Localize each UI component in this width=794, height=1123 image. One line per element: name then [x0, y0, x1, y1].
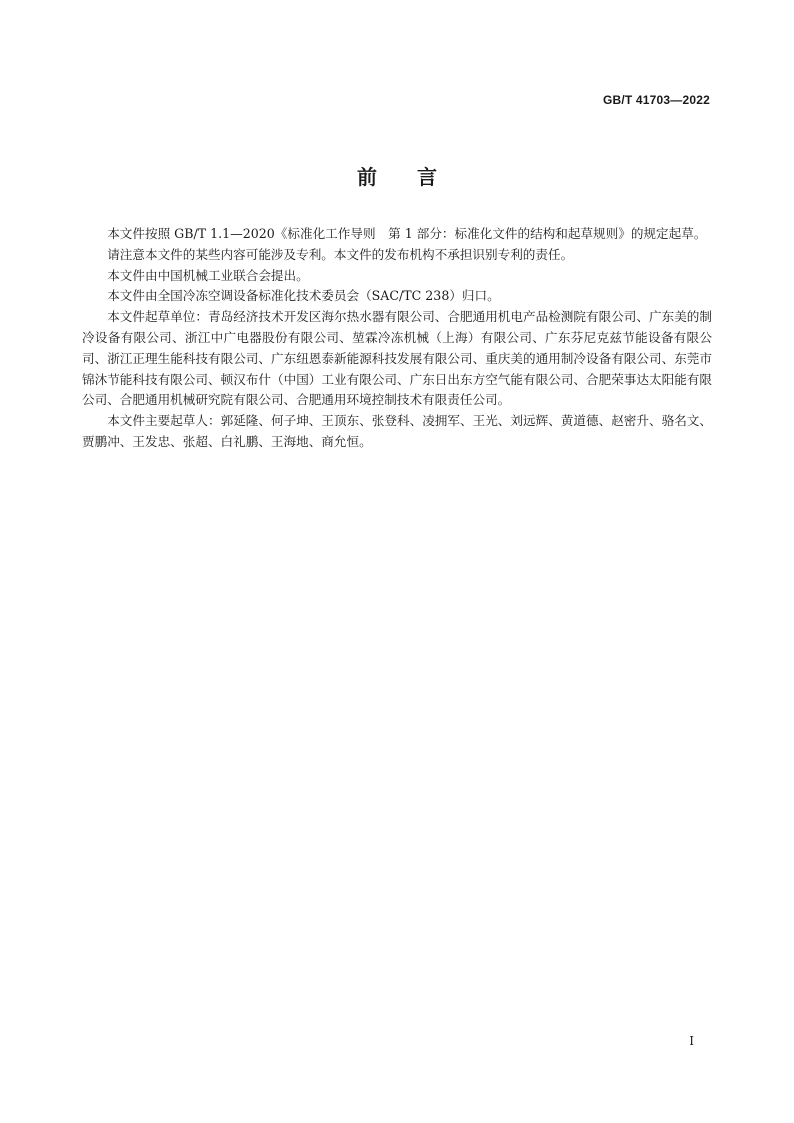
paragraph-committee: 本文件由全国冷冻空调设备标准化技术委员会（SAC/TC 238）归口。: [107, 288, 500, 304]
paragraph-drafting-units: 本文件起草单位：青岛经济技术开发区海尔热水器有限公司、合肥通用机电产品检测院有限公司、广东美的制冷设备有限公司、浙江中广电器股份有限公司、堃霖冷冻机械（上海）有限公司、广东芬尼克兹节能设备有限公司、浙江正理生能科技有限公司、广东纽恩泰新能源科技发展有限公司、重庆美的通用制冷设备有限公司、东莞市锦沐节能科技有限公司、顿汉布什（中国）工业有限公司、广东日出东方空气能有限公司、合肥荣事达太阳能有限公司、合肥通用机械研究院有限公司、合肥通用环境控制技术有限责任公司。: [82, 309, 712, 408]
standard-code: GB/T 41703—2022: [602, 93, 710, 107]
page-number: I: [689, 1034, 694, 1048]
page-title: [0, 161, 794, 190]
title-char-1: 前: [357, 165, 377, 189]
title-char-2: 言: [417, 165, 437, 189]
paragraph-proposer: 本文件由中国机械工业联合会提出。: [107, 267, 309, 283]
preface-body: [82, 224, 712, 453]
paragraph-drafting-rules: 本文件按照 GB/T 1.1—2020《标准化工作导则 第 1 部分：标准化文件的结构和起草规则》的规定起草。: [107, 226, 707, 241]
paragraph-drafters: 本文件主要起草人：郭延隆、何子坤、王顶东、张登科、凌拥军、王光、刘远辉、黄道德、赵密升、骆名文、贾鹏冲、王发忠、张超、白礼鹏、王海地、商允恒。: [82, 413, 712, 449]
paragraph-patent-notice: 请注意本文件的某些内容可能涉及专利。本文件的发布机构不承担识别专利的责任。: [107, 246, 574, 262]
